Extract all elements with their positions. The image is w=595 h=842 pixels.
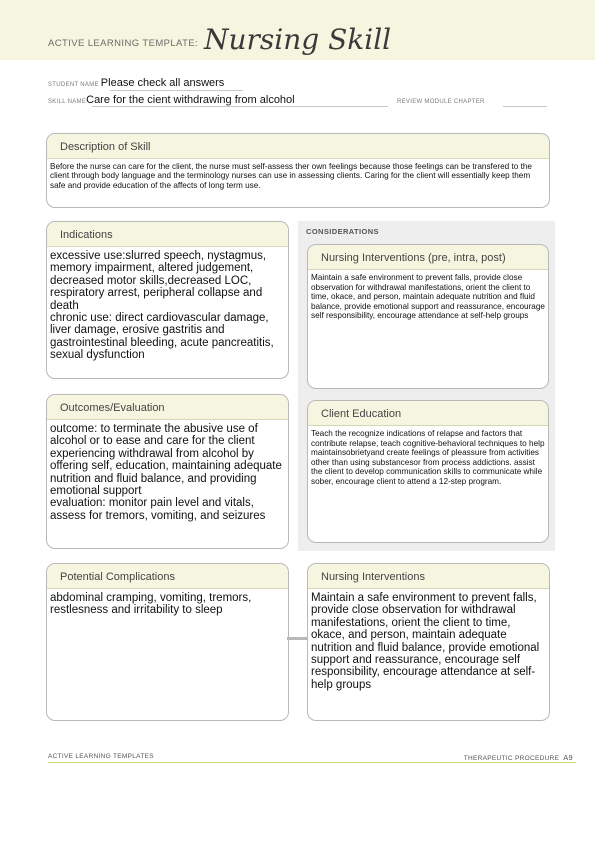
review-module-underline — [503, 106, 547, 107]
footer-right-label: THERAPEUTIC PROCEDURE — [463, 755, 560, 762]
nursing-interventions-heading: Nursing Interventions — [308, 564, 549, 589]
page-number: A9 — [563, 753, 573, 762]
nursing-interventions-text[interactable]: Maintain a safe environment to prevent falls, provide close observation for withdrawal manifestations, orient the client to time, okace, and person, maintain adequate nutrition and fluid balance, provide emotional support and reassurance, encourage self responsibility, encourage attendance at self-help groups — [311, 592, 540, 691]
indications-box — [46, 221, 289, 379]
potential-complications-heading: Potential Complications — [47, 564, 288, 589]
student-name-underline — [110, 90, 243, 91]
outcomes-text[interactable]: outcome: to terminate the abusive use of alcohol or to ease and care for the client experiencing withdrawal from alcohol by offering self, education, maintaining adequate nutrition and fluid balance, and providing emotional support evaluation: monitor pain level and vitals, assess for tremors, vomiting, and seizures — [50, 423, 282, 522]
skill-name-row — [48, 94, 295, 106]
nursing-interventions-box — [307, 563, 550, 721]
description-text[interactable]: Before the nurse can care for the client, the nurse must self-assess ther own feelings because those feelings can be transfered to the client through body language and the terminology nurses can use in assessing clients. Caring for the client will essentially keep them safe and provide education of the affects of long term use. — [50, 162, 532, 190]
box-connector — [287, 637, 307, 640]
potential-complications-text[interactable]: abdominal cramping, vomiting, tremors, restlesness and irritability to sleep — [50, 592, 252, 617]
student-name-label: STUDENT NAME — [48, 82, 99, 88]
description-box — [46, 133, 550, 208]
outcomes-heading: Outcomes/Evaluation — [47, 395, 288, 420]
template-label: ACTIVE LEARNING TEMPLATE: — [48, 38, 199, 49]
footer-rule — [48, 762, 576, 763]
page-header — [0, 0, 595, 60]
skill-name-field[interactable]: Care for the cient withdrawing from alcohol — [86, 94, 295, 106]
page-title: Nursing Skill — [204, 23, 392, 56]
student-name-field[interactable]: Please check all answers — [100, 77, 225, 89]
footer-right — [464, 753, 573, 762]
outcomes-box — [46, 394, 289, 549]
skill-name-underline — [92, 106, 388, 107]
considerations-label: CONSIDERATIONS — [306, 227, 379, 236]
client-education-text[interactable]: Teach the recognize indications of relapse and factors that contribute relapse, teach cognitive-behavioral techniques to help maintainsobrietyand create feelings of pleassure from activities other than using substancesor from process addictions. assist the client to develop communication skills to communicate while sober, encourage client to attend a 12-step program. — [311, 429, 545, 486]
indications-text[interactable]: excessive use:slurred speech, nystagmus, memory impairment, altered judgement, decreased motor skills,decreased LOC, respiratory arrest, peripheral collapse and death chronic use: direct cardiovascular damage, liver damage, erosive gastritis and gastrointestinal bleeding, acute pancreatitis, sexual dysfunction — [50, 250, 274, 362]
client-education-heading: Client Education — [308, 401, 548, 426]
potential-complications-box — [46, 563, 289, 721]
nursing-interventions-pip-box — [307, 244, 549, 389]
client-education-box — [307, 400, 549, 543]
review-module-label: REVIEW MODULE CHAPTER — [397, 99, 485, 105]
description-heading: Description of Skill — [47, 134, 549, 159]
skill-name-label: SKILL NAME — [48, 99, 87, 105]
nursing-interventions-pip-text[interactable]: Maintain a safe environment to prevent falls, provide close observation for withdrawal manifestations, orient the client to time, okace, and person, maintain adequate nutrition and fluid balance, provide emotional support and reassurance, encourage self responsibility, encourage attendance at self-help groups — [311, 273, 545, 321]
nursing-interventions-pip-heading: Nursing Interventions (pre, intra, post) — [308, 245, 548, 270]
student-name-row — [48, 77, 224, 89]
footer-left-label: ACTIVE LEARNING TEMPLATES — [48, 753, 154, 760]
indications-heading: Indications — [47, 222, 288, 247]
